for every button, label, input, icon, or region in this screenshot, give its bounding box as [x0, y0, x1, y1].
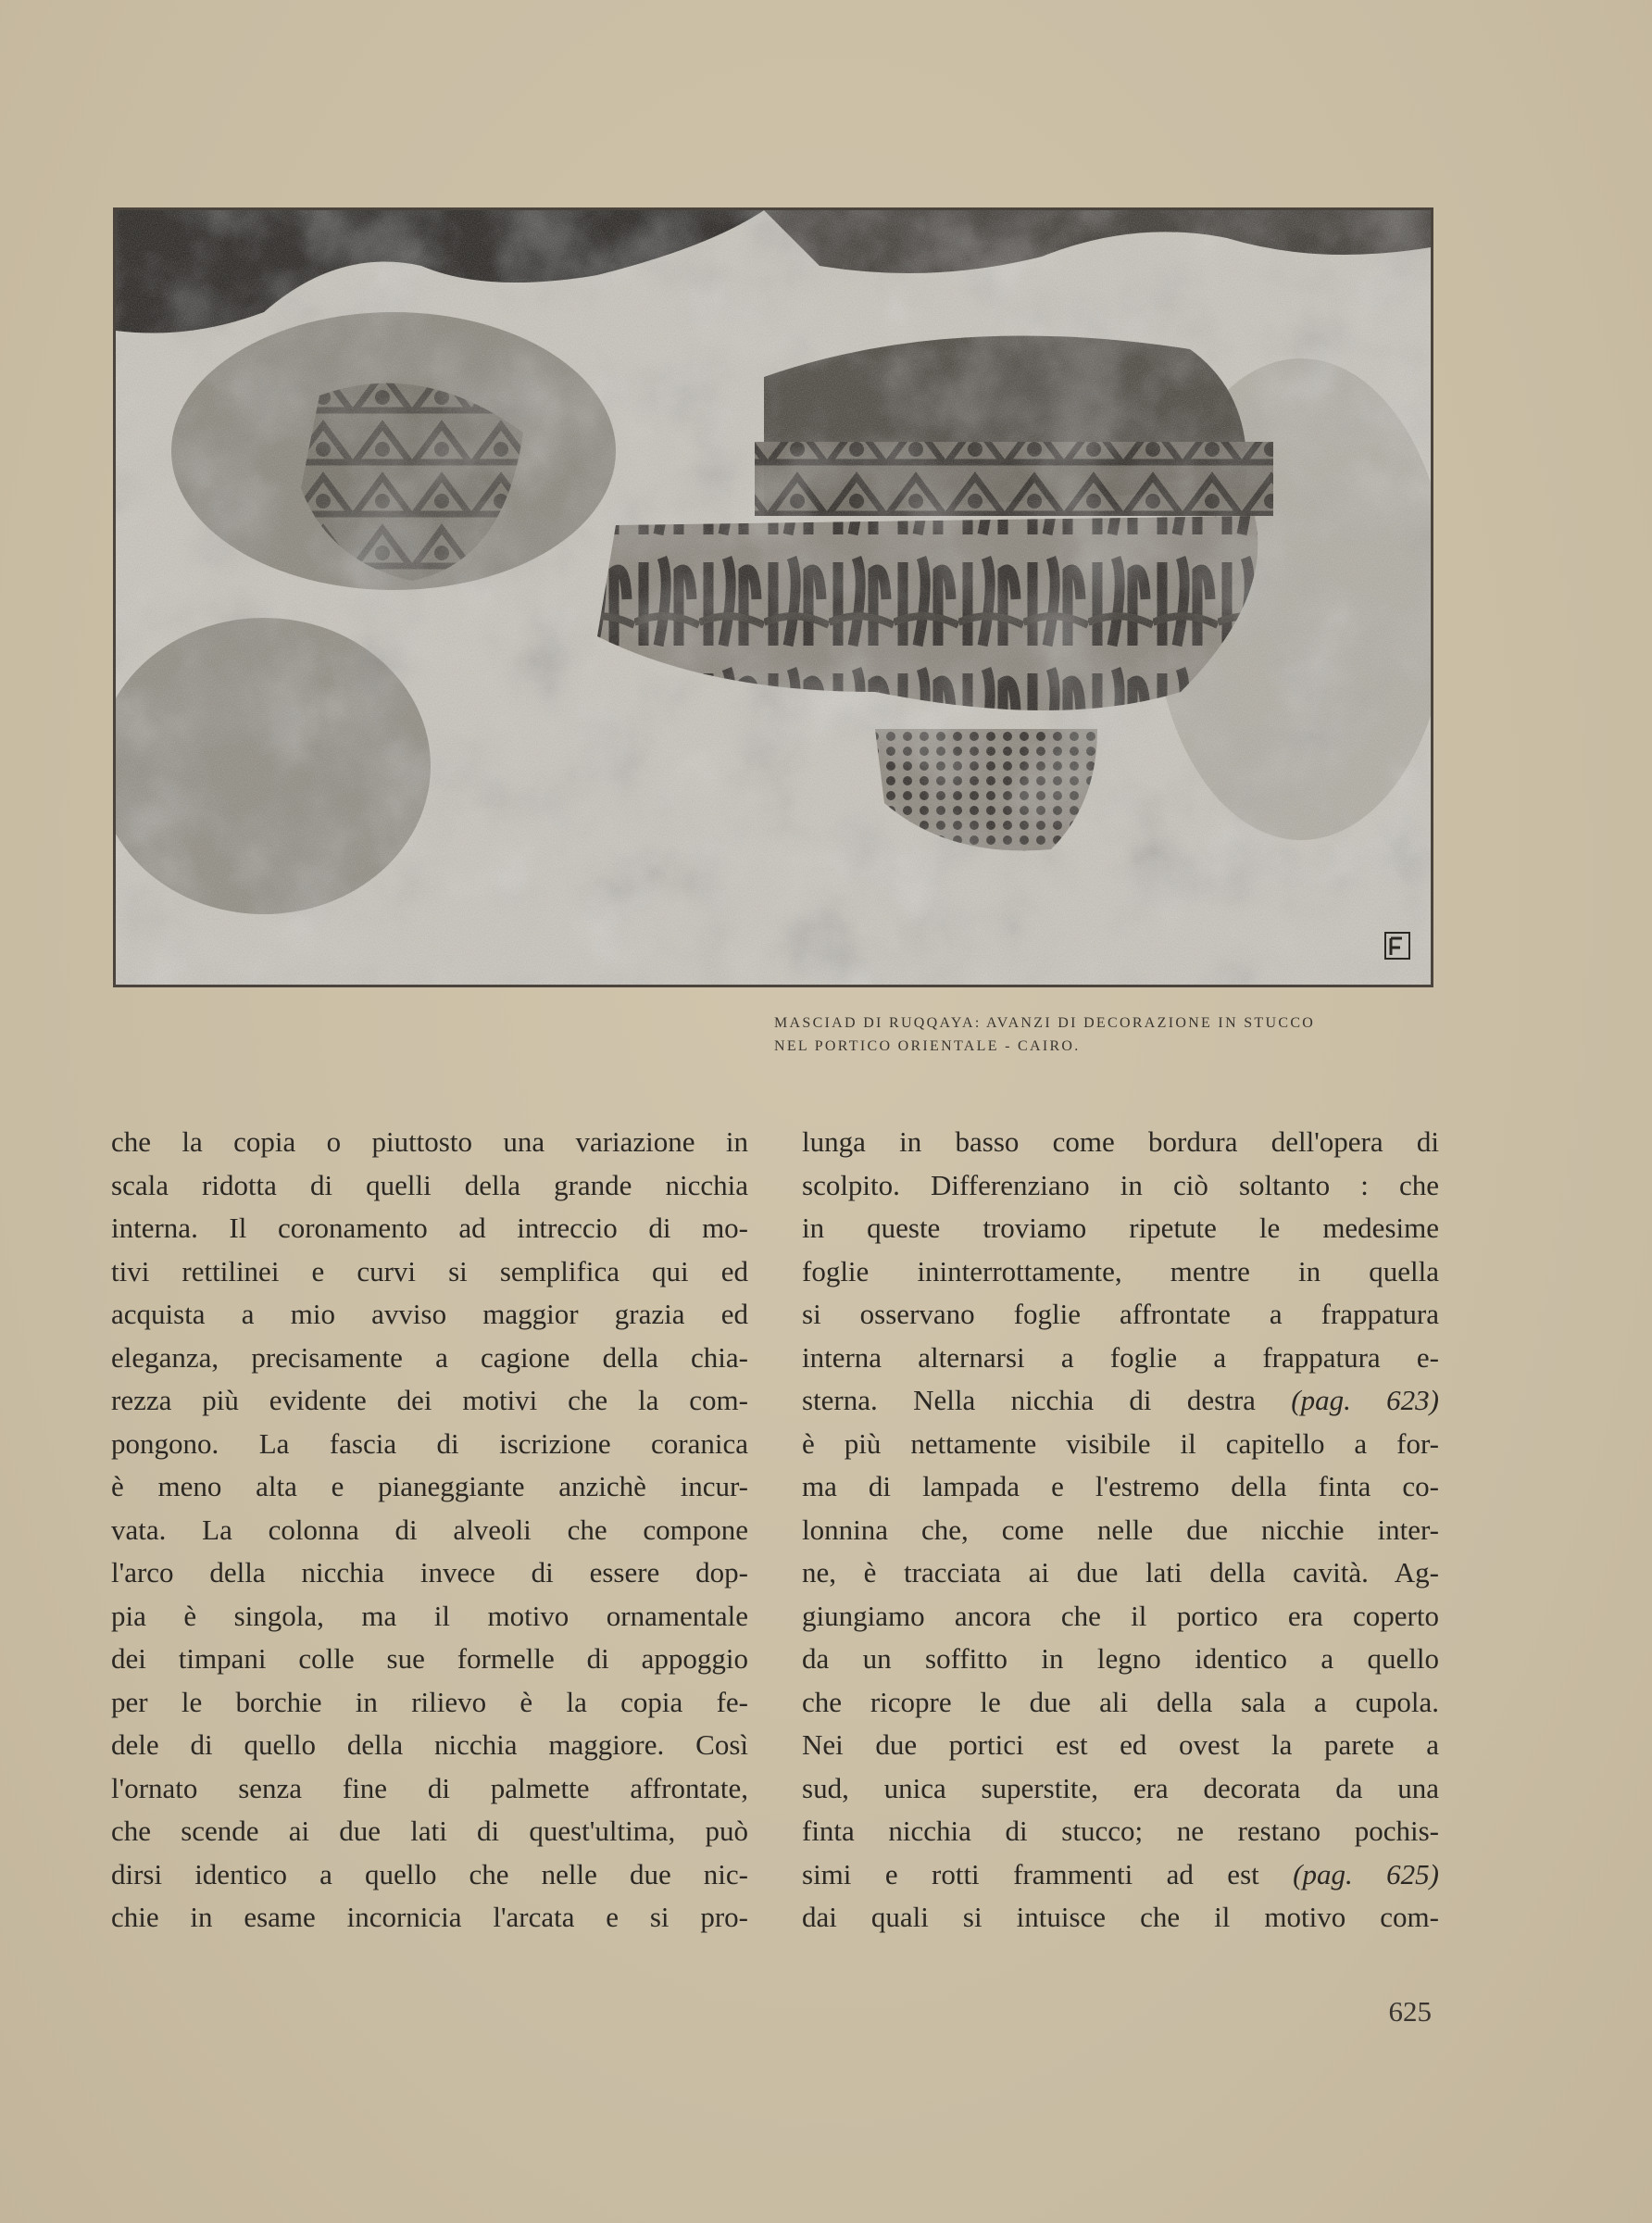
photo-drawing — [116, 210, 1431, 985]
text-line: dele di quello della nicchia maggiore. Così — [111, 1728, 748, 1761]
text-line: è meno alta e pianeggiante anzichè incur- — [111, 1470, 748, 1502]
text-line: chie in esame incornicia l'arcata e si pro- — [111, 1901, 748, 1933]
text-line: l'ornato senza fine di palmette affrontate, — [111, 1771, 748, 1804]
text-line-with-reference — [802, 1853, 1439, 1897]
text-line: vata. La colonna di alveoli che compone — [111, 1513, 748, 1546]
text-line: foglie ininterrottamente, mentre in quella — [802, 1254, 1439, 1287]
page-number: 625 — [1388, 1995, 1432, 2028]
text-fragment: simi e rotti frammenti ad est — [802, 1857, 1259, 1890]
text-line: dai quali si intuisce che il motivo com- — [802, 1901, 1439, 1933]
text-line: in queste troviamo ripetute le medesime — [802, 1212, 1439, 1244]
text-line: dirsi identico a quello che nelle due nic- — [111, 1857, 748, 1890]
text-line: dei timpani colle sue formelle di appoggio — [111, 1642, 748, 1675]
text-line: pia è singola, ma il motivo ornamentale — [111, 1599, 748, 1632]
text-line: eleganza, precisamente a cagione della chia- — [111, 1340, 748, 1374]
caption-line: NEL PORTICO ORIENTALE - CAIRO. — [774, 1038, 1081, 1054]
caption-line: MASCIAD DI RUQQAYA: AVANZI DI DECORAZIONE IN STUCCO — [774, 1015, 1316, 1031]
text-line: l'arco della nicchia invece di essere dop- — [111, 1556, 748, 1589]
text-line: che ricopre le due ali della sala a cupola. — [802, 1685, 1439, 1718]
text-line: giungiamo ancora che il portico era coperto — [802, 1599, 1439, 1632]
text-line: ne, è tracciata ai due lati della cavità. Ag- — [802, 1556, 1439, 1589]
text-line: scolpito. Differenziano in ciò soltanto : che — [802, 1168, 1439, 1201]
text-line: rezza più evidente dei motivi che la com- — [111, 1384, 748, 1416]
left-text-column — [111, 1121, 748, 1940]
text-line: che scende ai due lati di quest'ultima, può — [111, 1815, 748, 1847]
text-line: sud, unica superstite, era decorata da una — [802, 1771, 1439, 1804]
right-text-column — [802, 1121, 1439, 1940]
text-line-with-reference — [802, 1379, 1439, 1423]
text-line: per le borchie in rilievo è la copia fe- — [111, 1685, 748, 1718]
text-line: tivi rettilinei e curvi si semplifica qui ed — [111, 1254, 748, 1287]
page-reference: (pag. 623) — [1291, 1384, 1439, 1416]
text-line: lunga in basso come bordura dell'opera di — [802, 1125, 1439, 1158]
text-line: da un soffitto in legno identico a quello — [802, 1642, 1439, 1675]
text-line: interna. Il coronamento ad intreccio di mo- — [111, 1212, 748, 1244]
text-line: scala ridotta di quelli della grande nicchia — [111, 1168, 748, 1201]
text-line: si osservano foglie affrontate a frappatura — [802, 1298, 1439, 1330]
text-line: pongono. La fascia di iscrizione coranica — [111, 1426, 748, 1460]
text-line: Nei due portici est ed ovest la parete a — [802, 1728, 1439, 1761]
figure-caption — [774, 1011, 1441, 1058]
text-line: ma di lampada e l'estremo della finta co- — [802, 1470, 1439, 1502]
text-line: che la copia o piuttosto una variazione in — [111, 1125, 748, 1158]
text-line: interna alternarsi a foglie a frappatura e- — [802, 1340, 1439, 1374]
text-line: acquista a mio avviso maggior grazia ed — [111, 1298, 748, 1330]
text-line: lonnina che, come nelle due nicchie inter- — [802, 1513, 1439, 1546]
stucco-decoration-photograph — [113, 207, 1433, 987]
text-fragment: sterna. Nella nicchia di destra — [802, 1384, 1256, 1416]
text-line: finta nicchia di stucco; ne restano pochis- — [802, 1815, 1439, 1847]
text-line: è più nettamente visibile il capitello a for- — [802, 1426, 1439, 1460]
page-reference: (pag. 625) — [1293, 1857, 1439, 1890]
